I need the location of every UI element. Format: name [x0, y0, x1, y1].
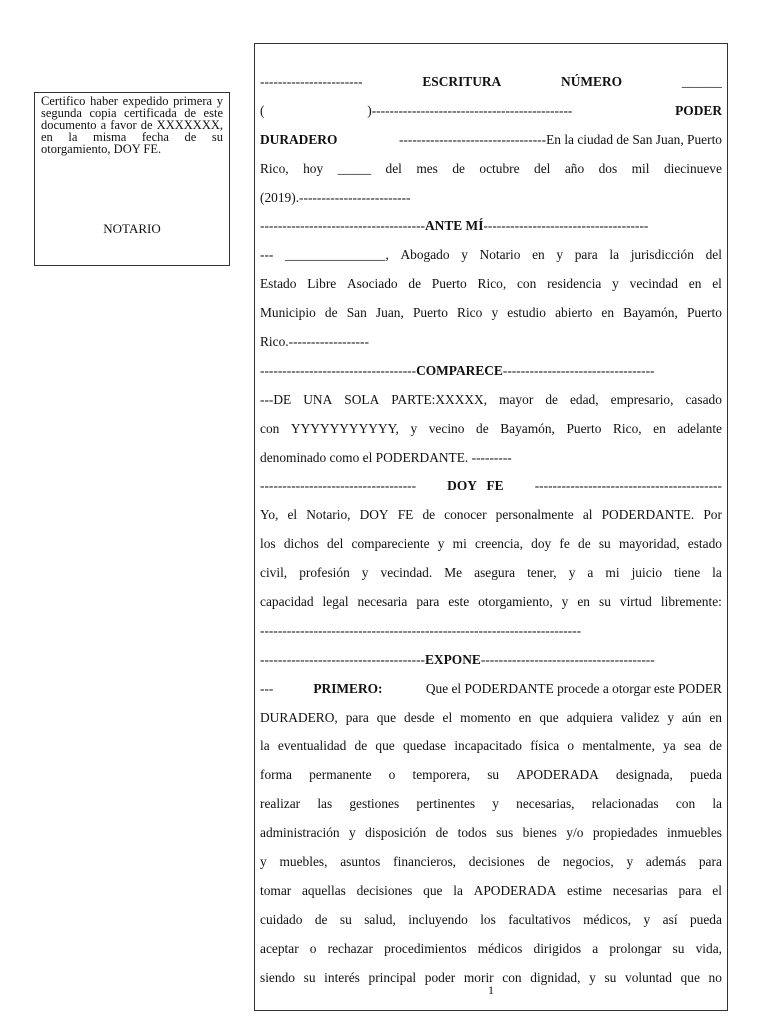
deed-word: inmuebles	[666, 825, 722, 841]
deed-word: a	[587, 565, 594, 581]
deed-line	[260, 848, 722, 877]
deed-word: que	[375, 738, 395, 754]
deed-word: mi	[605, 565, 620, 581]
deed-line	[260, 415, 722, 444]
deed-word: Abogado	[400, 247, 450, 263]
deed-word: el	[287, 507, 298, 523]
deed-word: de	[537, 854, 550, 870]
deed-word: Asociado	[347, 276, 398, 292]
deed-word: Notario	[479, 247, 521, 263]
deed-line	[260, 155, 722, 184]
deed-word: la	[609, 247, 620, 263]
deed-word: de	[545, 391, 558, 407]
deed-word: aún	[682, 709, 702, 725]
deed-text: ------------------------------------------------------------------------	[260, 622, 582, 638]
deed-word: y	[492, 796, 499, 812]
deed-line	[260, 935, 722, 964]
deed-word: momento	[460, 709, 511, 725]
deed-word: facultativos	[508, 911, 571, 927]
deed-word: en	[709, 709, 722, 725]
deed-word: que	[680, 969, 700, 985]
deed-text: Que el PODERDANTE procede a otorgar este PODER	[422, 680, 722, 696]
deed-word: vecindad	[629, 276, 678, 292]
deed-word: doy	[531, 536, 552, 552]
deed-line	[260, 68, 722, 97]
deed-word: interés	[324, 969, 360, 985]
deed-heading: COMPARECE	[416, 362, 503, 378]
deed-word: Bayamón,	[623, 305, 678, 321]
deed-word: creencia,	[475, 536, 523, 552]
deed-word: del	[534, 160, 551, 176]
deed-word: financieros,	[393, 854, 457, 870]
deed-word: asuntos	[340, 854, 381, 870]
deed-word: en	[532, 247, 545, 263]
deed-word: Rico,	[612, 420, 642, 436]
deed-word: con	[516, 276, 537, 292]
deed-word: estime	[567, 882, 602, 898]
deed-word: dirigidos	[533, 940, 582, 956]
deed-word: necesaria	[357, 594, 408, 610]
deed-word: decisiones	[468, 854, 525, 870]
deed-heading: EXPONE	[425, 651, 481, 667]
deed-word: vida,	[695, 940, 722, 956]
deed-line	[260, 97, 722, 126]
deed-word: Me	[444, 565, 463, 581]
deed-word: de	[314, 911, 328, 927]
deed-word: virtud	[619, 594, 652, 610]
deed-word: Rico,	[260, 160, 289, 176]
deed-line	[260, 328, 722, 357]
deed-word: Por	[703, 507, 722, 523]
deed-word: mentalmente,	[582, 738, 655, 754]
deed-word: su	[339, 911, 352, 927]
deed-word: con	[260, 420, 280, 436]
deed-line	[260, 530, 722, 559]
deed-word: mi	[452, 536, 467, 552]
deed-text: ------------------------------------------	[534, 478, 722, 494]
deed-word: validez	[620, 709, 660, 725]
deed-word: relacionadas	[591, 796, 659, 812]
deed-word: diecinueve	[663, 160, 722, 176]
deed-word: Puerto	[566, 420, 602, 436]
deed-word: de	[324, 305, 338, 321]
deed-word: y	[589, 969, 596, 985]
deed-word: para	[416, 594, 440, 610]
deed-text: )---------------------------------------------	[367, 102, 573, 118]
deed-word: DURADERO,	[260, 709, 338, 725]
deed-word: YYYYYYYYYYY,	[290, 420, 399, 436]
deed-word: administración	[260, 825, 340, 841]
deed-word: estudio	[507, 305, 546, 321]
deed-text: -----------------------	[260, 74, 363, 89]
deed-word: incluyendo	[408, 911, 468, 927]
deed-word: civil,	[260, 565, 288, 581]
deed-word: Bayamón,	[500, 420, 555, 436]
deed-text: -------------------------------------	[260, 651, 425, 667]
deed-text: ---	[260, 680, 274, 696]
deed-word: médicos,	[583, 911, 632, 927]
deed-line	[260, 761, 722, 790]
deed-heading: PRIMERO:	[313, 680, 383, 696]
deed-text: Rico.------------------	[260, 334, 369, 350]
deed-heading: PODER	[675, 102, 722, 118]
deed-word: en	[653, 420, 666, 436]
deed-word: _______________,	[285, 247, 389, 263]
deed-word: propiedades	[592, 825, 658, 841]
deed-word: la	[712, 796, 722, 812]
deed-word: del	[326, 536, 344, 552]
deed-line	[260, 299, 722, 328]
deed-word: y	[556, 247, 564, 263]
deed-word: negocios,	[562, 854, 614, 870]
deed-word: las	[317, 796, 333, 812]
deed-word: con	[502, 969, 522, 985]
deed-word: además	[645, 854, 687, 870]
deed-text: -------------------------------------	[260, 218, 425, 234]
deed-word: que	[423, 882, 443, 898]
deed-word: vecino	[428, 420, 465, 436]
deed-heading: NÚMERO	[561, 74, 623, 89]
deed-word: Estado	[260, 276, 297, 292]
deed-word: y	[568, 565, 576, 581]
deed-text: -----------------------------------	[260, 478, 417, 494]
deed-line	[260, 588, 722, 617]
deed-word: de	[452, 160, 465, 176]
deed-word: permanente	[309, 767, 372, 783]
deed-word: incapacitado	[454, 738, 522, 754]
deed-word: salud,	[364, 911, 396, 927]
deed-line	[260, 819, 722, 848]
deed-word: Rico,	[477, 276, 507, 292]
deed-word: empresario,	[610, 391, 674, 407]
deed-word: prolongar	[609, 940, 662, 956]
deed-word: APODERADA	[516, 767, 599, 783]
deed-word: APODERADA	[473, 882, 557, 898]
deed-word: y/o	[566, 825, 584, 841]
deed-word: la	[453, 882, 463, 898]
deed-word: necesarias,	[516, 796, 575, 812]
deed-word: Puerto	[431, 276, 467, 292]
deed-word: mes	[416, 160, 438, 176]
deed-word: o	[567, 738, 575, 754]
deed-word: adelante	[677, 420, 722, 436]
deed-word: este	[448, 594, 470, 610]
deed-word: mayor	[499, 391, 534, 407]
deed-word: octubre	[479, 160, 520, 176]
deed-word: Puerto	[412, 305, 448, 321]
deed-word: año	[564, 160, 585, 176]
deed-word: muebles,	[279, 854, 328, 870]
deed-word: PARTE:XXXXX,	[391, 391, 488, 407]
deed-word: de	[578, 536, 591, 552]
deed-line	[260, 444, 722, 473]
certification-box	[34, 92, 230, 266]
deed-word: eventualidad	[277, 738, 347, 754]
deed-line	[260, 675, 722, 704]
deed-word: aquellas	[301, 882, 346, 898]
deed-word: designada,	[615, 767, 673, 783]
deed-page-frame	[254, 43, 728, 1011]
deed-word: rechazar	[327, 940, 373, 956]
deed-word: Puerto	[686, 305, 722, 321]
deed-text: ______	[681, 74, 722, 89]
deed-word: jurisdicción	[630, 247, 694, 263]
deed-line	[260, 357, 722, 386]
deed-word: y	[349, 825, 356, 841]
deed-word: para	[678, 882, 702, 898]
deed-word: compareciente	[351, 536, 430, 552]
deed-text: ---------------------------------------	[480, 651, 655, 667]
deed-text: (	[260, 102, 265, 118]
deed-word: necesarias	[612, 882, 668, 898]
deed-word: edad,	[569, 391, 599, 407]
deed-word: PODERDANTE.	[601, 507, 695, 523]
deed-word: en	[601, 305, 615, 321]
deed-line	[260, 241, 722, 270]
deed-word: todos	[457, 825, 487, 841]
deed-word: su	[598, 536, 611, 552]
deed-word: personalmente	[495, 507, 574, 523]
deed-word: pueda	[689, 911, 722, 927]
deed-word: aceptar	[260, 940, 299, 956]
deed-word: gestiones	[349, 796, 400, 812]
deed-word: de	[422, 507, 436, 523]
deed-word: no	[708, 969, 722, 985]
deed-word: tiene	[674, 565, 701, 581]
deed-word: los	[480, 911, 496, 927]
deed-word: a	[592, 940, 599, 956]
deed-line	[260, 184, 722, 213]
deed-word: o	[388, 767, 396, 783]
deed-word: su	[487, 767, 500, 783]
notary-label: NOTARIO	[103, 221, 161, 236]
certification-text: Certifico haber expedido primera y segunda copia certificada de este documento a favor de XXXXXXX, en la misma fecha de su otorgamiento, DOY FE.	[41, 94, 223, 156]
deed-heading: DOY FE	[447, 478, 504, 494]
deed-word: principal	[368, 969, 417, 985]
deed-text: denominado como el PODERDANTE. ---------	[260, 449, 512, 465]
deed-word: _____	[337, 160, 372, 176]
deed-word: o	[309, 940, 317, 956]
deed-line	[260, 877, 722, 906]
deed-word: y	[461, 247, 468, 263]
deed-line	[260, 126, 722, 155]
deed-word: Libre	[307, 276, 337, 292]
deed-word: profesión	[299, 565, 350, 581]
deed-line	[260, 501, 722, 530]
deed-word: y	[561, 594, 569, 610]
deed-word: bienes	[522, 825, 557, 841]
deed-line	[260, 472, 722, 501]
deed-word: fe	[559, 536, 570, 552]
deed-line	[260, 386, 722, 415]
deed-word: en	[577, 594, 590, 610]
deed-word: los	[260, 536, 276, 552]
deed-word: adquiera	[566, 709, 613, 725]
deed-word: y	[643, 911, 651, 927]
deed-word: su	[604, 969, 617, 985]
deed-word: para	[345, 709, 369, 725]
deed-word: y	[410, 420, 418, 436]
deed-word: su	[672, 940, 685, 956]
deed-text: (2019).-------------------------	[260, 189, 411, 205]
deed-word: y	[491, 305, 499, 321]
deed-word: dignidad,	[530, 969, 581, 985]
deed-word: juicio	[631, 565, 663, 581]
deed-word: de	[435, 825, 449, 841]
deed-line	[260, 270, 722, 299]
deed-word: disposición	[365, 825, 427, 841]
deed-text: -------------------------------------	[483, 218, 649, 234]
deed-word: Juan,	[375, 305, 404, 321]
deed-word: Municipio	[260, 305, 316, 321]
deed-text: ----------------------------------	[502, 362, 655, 378]
deed-word: la	[260, 738, 270, 754]
deed-word: y	[437, 536, 445, 552]
deed-word: Rico	[457, 305, 483, 321]
deed-word: para	[574, 247, 598, 263]
deed-text: ---------------------------------En la ciudad de San Juan, Puerto	[398, 131, 722, 147]
deed-word: del	[385, 160, 402, 176]
deed-word: abierto	[555, 305, 593, 321]
deed-line	[260, 732, 722, 761]
deed-word: su	[598, 594, 611, 610]
deed-word: voluntad	[625, 969, 672, 985]
deed-word: SOLA	[344, 391, 380, 407]
deed-word: asegura	[474, 565, 516, 581]
deed-text: -----------------------------------	[260, 362, 417, 378]
deed-word: tomar	[260, 882, 292, 898]
deed-word: FE	[397, 507, 414, 523]
deed-word: otorgamiento,	[478, 594, 553, 610]
deed-word: así	[662, 911, 678, 927]
deed-word: que	[376, 709, 397, 725]
deed-body	[260, 68, 722, 993]
deed-word: en	[688, 276, 702, 292]
deed-word: Yo,	[260, 507, 279, 523]
deed-word: capacidad	[260, 594, 314, 610]
deed-word: al	[582, 507, 593, 523]
deed-word: realizar	[260, 796, 301, 812]
deed-word: y	[667, 709, 675, 725]
deed-line	[260, 212, 722, 241]
deed-word: conocer	[444, 507, 487, 523]
deed-word: pertinentes	[416, 796, 476, 812]
deed-word: vecindad.	[380, 565, 433, 581]
deed-word: ---	[260, 247, 274, 263]
deed-word: el	[712, 882, 722, 898]
deed-word: morir	[463, 969, 494, 985]
deed-word: ---DE	[260, 391, 292, 407]
deed-word: desde	[404, 709, 435, 725]
deed-word: casado	[685, 391, 722, 407]
deed-word: del	[705, 247, 722, 263]
deed-word: médicos	[477, 940, 523, 956]
deed-word: hoy	[303, 160, 324, 176]
deed-word: el	[442, 709, 453, 725]
deed-word: residencia	[547, 276, 602, 292]
deed-line	[260, 790, 722, 819]
deed-word: libremente:	[660, 594, 722, 610]
deed-word: y	[626, 854, 634, 870]
deed-line	[260, 559, 722, 588]
deed-word: sea	[683, 738, 702, 754]
deed-word: decisiones	[356, 882, 413, 898]
deed-word: de	[354, 738, 368, 754]
deed-word: y	[612, 276, 619, 292]
deed-word: mayoridad,	[618, 536, 680, 552]
deed-word: estado	[687, 536, 722, 552]
deed-word: poder	[424, 969, 456, 985]
deed-line	[260, 646, 722, 675]
page-number: 1	[488, 983, 494, 997]
deed-heading: DURADERO	[260, 131, 338, 147]
deed-word: temporera,	[412, 767, 471, 783]
deed-word: en	[518, 709, 532, 725]
deed-heading: ESCRITURA	[422, 74, 502, 89]
deed-word: tener,	[527, 565, 557, 581]
deed-word: procedimientos	[384, 940, 467, 956]
deed-word: y	[361, 565, 369, 581]
deed-word: de	[709, 738, 722, 754]
deed-line	[260, 704, 722, 733]
deed-line	[260, 906, 722, 935]
deed-word: dichos	[283, 536, 319, 552]
deed-heading: ANTE MÍ	[425, 218, 484, 234]
deed-word: siendo	[260, 969, 295, 985]
deed-word: su	[303, 969, 316, 985]
deed-word: física	[530, 738, 560, 754]
deed-word: el	[712, 276, 722, 292]
deed-word: mil	[631, 160, 650, 176]
deed-word: para	[698, 854, 722, 870]
deed-word: quedase	[402, 738, 447, 754]
deed-word: con	[675, 796, 696, 812]
deed-word: UNA	[303, 391, 333, 407]
deed-line	[260, 617, 722, 646]
deed-word: la	[712, 565, 722, 581]
deed-word: de	[408, 276, 422, 292]
deed-word: ya	[663, 738, 676, 754]
deed-word: San	[346, 305, 367, 321]
deed-word: legal	[322, 594, 349, 610]
deed-word: y	[260, 854, 267, 870]
deed-word: DOY	[359, 507, 389, 523]
deed-word: sus	[496, 825, 514, 841]
deed-word: forma	[260, 767, 292, 783]
deed-word: dos	[598, 160, 618, 176]
deed-word: que	[539, 709, 559, 725]
deed-word: cuidado	[260, 911, 303, 927]
deed-word: de	[476, 420, 489, 436]
deed-word: Notario,	[306, 507, 351, 523]
deed-word: pueda	[689, 767, 722, 783]
